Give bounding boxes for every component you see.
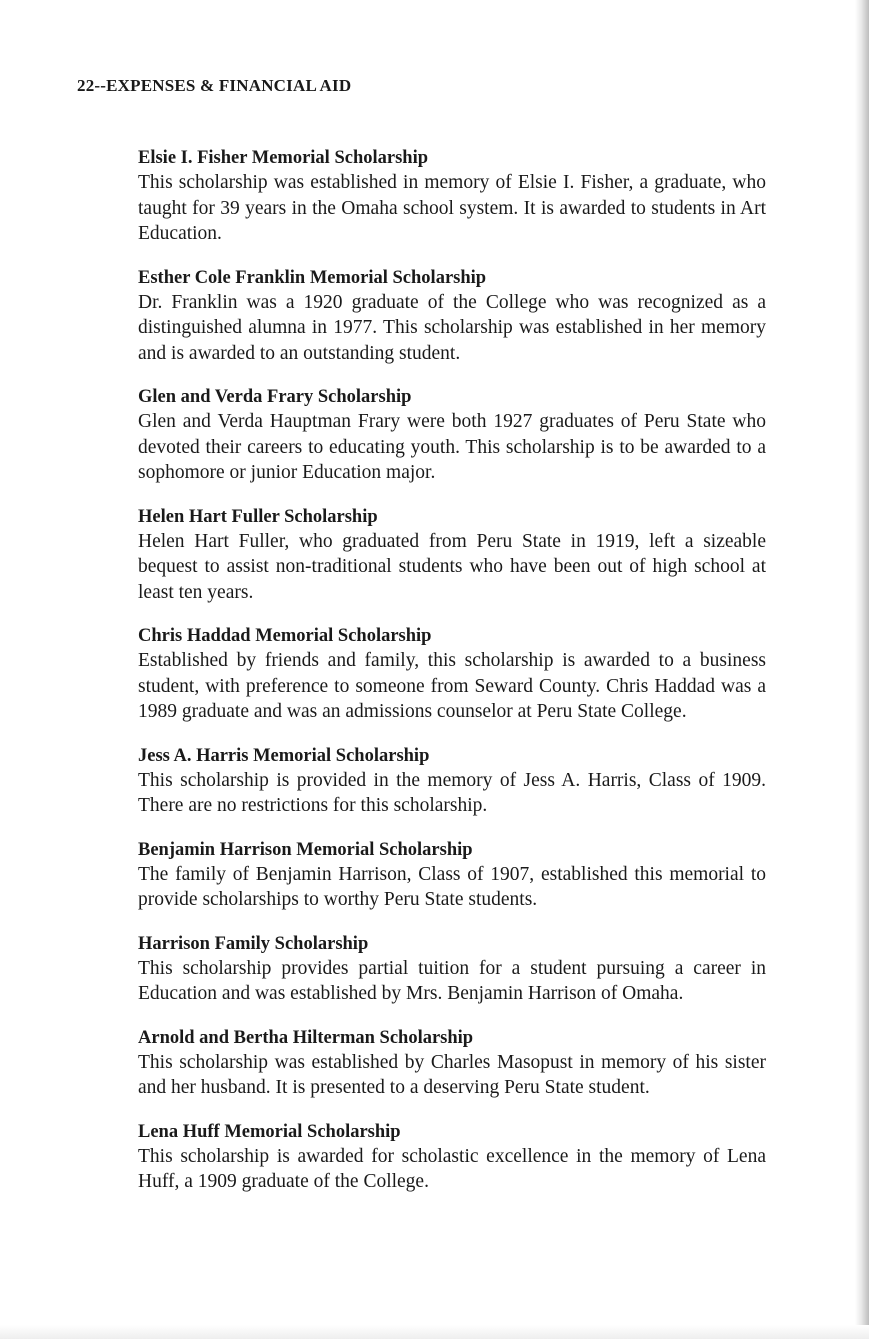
scholarship-entry xyxy=(138,624,766,725)
scholarship-entry xyxy=(138,1026,766,1101)
scholarship-title: Esther Cole Franklin Memorial Scholarship xyxy=(138,267,487,288)
scholarship-title: Chris Haddad Memorial Scholarship xyxy=(138,626,432,646)
scholarship-description: This scholarship was established in memory of Elsie I. Fisher, a graduate, who taught for 39 years in the Omaha school system. It is awarded to students in Art Education. xyxy=(138,172,766,244)
page-edge-shadow xyxy=(855,0,869,1339)
scholarship-entry xyxy=(138,266,766,367)
scholarship-entry xyxy=(138,744,766,819)
scholarship-title: Arnold and Bertha Hilterman Scholarship xyxy=(138,1027,474,1048)
scholarship-entry xyxy=(138,838,766,913)
scholarship-entry xyxy=(138,1120,766,1195)
scholarship-description: This scholarship is awarded for scholastic excellence in the memory of Lena Huff, a 1909 graduate of the College. xyxy=(138,1145,766,1192)
scholarship-description: Glen and Verda Hauptman Frary were both 1927 graduates of Peru State who devoted their careers to educating youth. This scholarship is to be awarded to a sophomore or junior Education major. xyxy=(138,411,766,483)
scholarship-entry xyxy=(138,385,766,486)
running-header: 22--EXPENSES & FINANCIAL AID xyxy=(77,76,352,95)
scholarship-title: Jess A. Harris Memorial Scholarship xyxy=(138,745,430,766)
scholarship-title: Glen and Verda Frary Scholarship xyxy=(138,387,412,407)
scholarship-description: This scholarship was established by Charles Masopust in memory of his sister and her husband. It is presented to a deserving Peru State student. xyxy=(138,1051,766,1098)
scholarship-description: Dr. Franklin was a 1920 graduate of the College who was recognized as a distinguished alumna in 1977. This scholarship was established in her memory and is awarded to an outstanding student. xyxy=(138,291,766,364)
page-bottom-shadow xyxy=(0,1325,869,1339)
scholarship-entry xyxy=(138,505,766,606)
scholarship-description: Helen Hart Fuller, who graduated from Peru State in 1919, left a sizeable bequest to assist non-traditional students who have been out of high school at least ten years. xyxy=(138,530,766,603)
scholarship-title: Elsie I. Fisher Memorial Scholarship xyxy=(138,148,429,168)
scholarship-title: Harrison Family Scholarship xyxy=(138,933,369,954)
scholarship-description: This scholarship provides partial tuition for a student pursuing a career in Education and was established by Mrs. Benjamin Harrison of Omaha. xyxy=(138,957,766,1004)
scholarship-description: Established by friends and family, this scholarship is awarded to a business student, with preference to someone from Seward County. Chris Haddad was a 1989 graduate and was an admissions counselor at Peru State College. xyxy=(138,650,766,722)
scholarship-description: The family of Benjamin Harrison, Class of 1907, established this memorial to provide scholarships to worthy Peru State students. xyxy=(138,863,766,910)
scholarship-title: Lena Huff Memorial Scholarship xyxy=(138,1121,401,1142)
scholarship-title: Benjamin Harrison Memorial Scholarship xyxy=(138,839,473,860)
scholarship-entry xyxy=(138,932,766,1007)
scholarship-entry xyxy=(138,146,766,247)
scholarship-list xyxy=(138,146,766,1214)
scholarship-description: This scholarship is provided in the memory of Jess A. Harris, Class of 1909. There are no restrictions for this scholarship. xyxy=(138,769,766,816)
scholarship-title: Helen Hart Fuller Scholarship xyxy=(138,506,378,527)
